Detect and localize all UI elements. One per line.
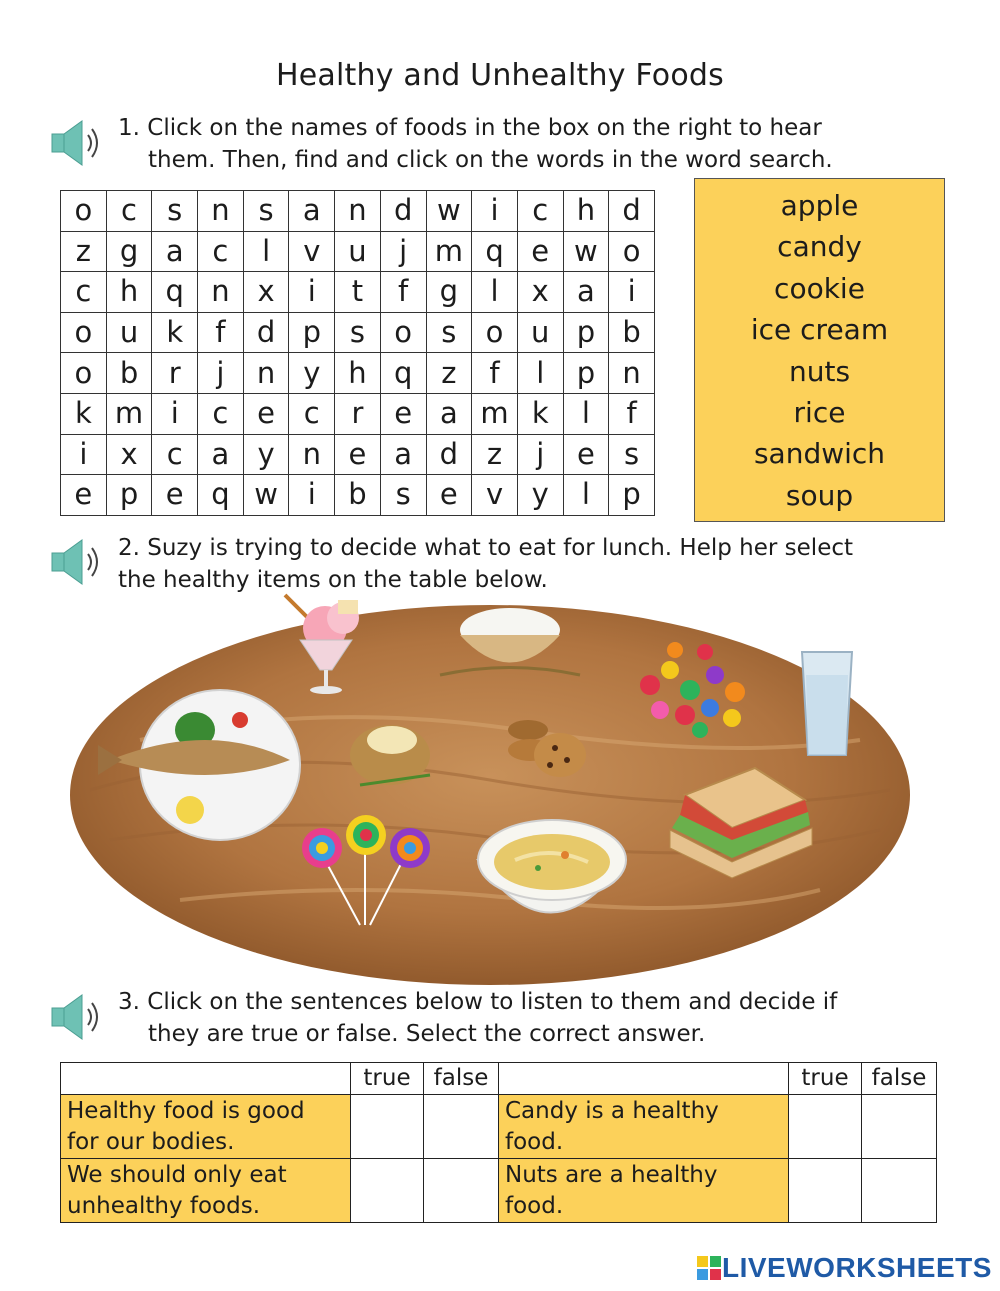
- word-search-cell[interactable]: m: [106, 393, 152, 434]
- instruction-line: them. Then, find and click on the words in the word search.: [148, 147, 833, 173]
- word-list-item[interactable]: nuts: [788, 354, 851, 388]
- word-search-cell[interactable]: h: [563, 191, 609, 232]
- word-search-cell[interactable]: h: [106, 272, 152, 313]
- word-search-cell[interactable]: e: [152, 475, 198, 516]
- word-search-cell[interactable]: n: [198, 272, 244, 313]
- word-search-cell[interactable]: a: [198, 434, 244, 475]
- statement-line: Healthy food is good: [67, 1097, 305, 1124]
- word-search-cell[interactable]: e: [335, 434, 381, 475]
- statement-2[interactable]: [61, 1159, 351, 1223]
- word-search-cell[interactable]: k: [152, 312, 198, 353]
- word-search-cell[interactable]: g: [426, 272, 472, 313]
- true-answer-box[interactable]: [789, 1095, 862, 1159]
- liveworksheets-logo[interactable]: [696, 1252, 992, 1284]
- word-search-cell[interactable]: i: [152, 393, 198, 434]
- word-search-row: [61, 434, 655, 475]
- statement-line: Nuts are a healthy: [505, 1161, 718, 1188]
- page-title: Healthy and Unhealthy Foods: [276, 58, 724, 93]
- word-search-cell[interactable]: c: [61, 272, 107, 313]
- liveworksheets-logo-icon: [696, 1255, 722, 1281]
- word-search-cell[interactable]: t: [335, 272, 381, 313]
- logo-text: LIVEWORKSHEETS: [722, 1252, 992, 1283]
- word-search-cell[interactable]: q: [152, 272, 198, 313]
- word-list-box: [694, 178, 945, 522]
- word-search-cell[interactable]: j: [380, 231, 426, 272]
- word-search-cell[interactable]: w: [426, 191, 472, 232]
- word-search-cell[interactable]: m: [472, 393, 518, 434]
- statement-3[interactable]: [499, 1095, 789, 1159]
- word-search-cell[interactable]: e: [61, 475, 107, 516]
- instruction-line: 1. Click on the names of foods in the box on the right to hear: [118, 115, 822, 141]
- word-search-cell[interactable]: o: [609, 231, 655, 272]
- word-search-cell[interactable]: a: [380, 434, 426, 475]
- word-search-cell[interactable]: z: [61, 231, 107, 272]
- instruction-line: 2. Suzy is trying to decide what to eat for lunch. Help her select: [118, 535, 854, 561]
- word-search-cell[interactable]: d: [609, 191, 655, 232]
- word-search-cell[interactable]: p: [609, 475, 655, 516]
- instruction-line: they are true or false. Select the correct answer.: [148, 1021, 706, 1047]
- word-search-cell[interactable]: s: [609, 434, 655, 475]
- statement-line: Candy is a healthy: [505, 1097, 719, 1124]
- word-search-cell[interactable]: l: [563, 475, 609, 516]
- word-search-row: [61, 353, 655, 394]
- word-search-cell[interactable]: c: [106, 191, 152, 232]
- word-search-cell[interactable]: c: [198, 393, 244, 434]
- word-search-cell[interactable]: q: [380, 353, 426, 394]
- word-search-cell[interactable]: l: [563, 393, 609, 434]
- word-search-cell[interactable]: b: [609, 312, 655, 353]
- word-search-cell[interactable]: z: [472, 434, 518, 475]
- word-search-cell[interactable]: y: [243, 434, 289, 475]
- header-blank: [499, 1063, 789, 1095]
- word-search-cell[interactable]: i: [289, 475, 335, 516]
- word-search-cell[interactable]: p: [563, 312, 609, 353]
- instruction-line: the healthy items on the table below.: [118, 567, 548, 593]
- word-search-cell[interactable]: f: [380, 272, 426, 313]
- word-search-cell[interactable]: c: [517, 191, 563, 232]
- word-search-cell[interactable]: p: [289, 312, 335, 353]
- speaker-icon[interactable]: [48, 118, 106, 168]
- instruction-2: [118, 532, 853, 596]
- word-list-item[interactable]: rice: [793, 396, 846, 430]
- header-true: true: [351, 1063, 424, 1095]
- word-list-item[interactable]: ice cream: [750, 313, 889, 347]
- word-search-cell[interactable]: w: [243, 475, 289, 516]
- word-search-cell[interactable]: c: [198, 231, 244, 272]
- false-answer-box[interactable]: [862, 1159, 937, 1223]
- word-search-cell[interactable]: e: [517, 231, 563, 272]
- word-search-cell[interactable]: s: [335, 312, 381, 353]
- word-search-cell[interactable]: j: [517, 434, 563, 475]
- word-search-cell[interactable]: u: [517, 312, 563, 353]
- word-search-grid: [60, 190, 655, 516]
- word-search-cell[interactable]: o: [61, 191, 107, 232]
- false-answer-box[interactable]: [424, 1095, 499, 1159]
- word-search-cell[interactable]: n: [243, 353, 289, 394]
- statement-line: food.: [505, 1192, 564, 1219]
- word-search-cell[interactable]: l: [472, 272, 518, 313]
- baked-potato[interactable]: [350, 725, 430, 785]
- word-search-cell[interactable]: c: [289, 393, 335, 434]
- word-list-item[interactable]: candy: [777, 230, 862, 264]
- word-search-cell[interactable]: m: [426, 231, 472, 272]
- word-search-cell[interactable]: s: [243, 191, 289, 232]
- statement-line: We should only eat: [67, 1161, 287, 1188]
- statement-line: unhealthy foods.: [67, 1192, 261, 1219]
- word-search-cell[interactable]: y: [517, 475, 563, 516]
- word-search-cell[interactable]: p: [563, 353, 609, 394]
- word-search-cell[interactable]: o: [61, 312, 107, 353]
- word-search-cell[interactable]: u: [106, 312, 152, 353]
- word-search-cell[interactable]: r: [335, 393, 381, 434]
- word-search-cell[interactable]: x: [243, 272, 289, 313]
- header-false: false: [862, 1063, 937, 1095]
- word-search-cell[interactable]: x: [106, 434, 152, 475]
- word-search-cell[interactable]: d: [243, 312, 289, 353]
- word-list-item[interactable]: cookie: [774, 271, 865, 305]
- word-search-cell[interactable]: i: [289, 272, 335, 313]
- water-glass[interactable]: [802, 652, 852, 755]
- word-search-cell[interactable]: p: [106, 475, 152, 516]
- false-answer-box[interactable]: [862, 1095, 937, 1159]
- word-search-cell[interactable]: o: [472, 312, 518, 353]
- word-search-cell[interactable]: v: [289, 231, 335, 272]
- word-list-item[interactable]: soup: [785, 478, 854, 512]
- true-answer-box[interactable]: [351, 1095, 424, 1159]
- word-search-cell[interactable]: a: [426, 393, 472, 434]
- word-search-cell[interactable]: s: [426, 312, 472, 353]
- word-search-cell[interactable]: y: [289, 353, 335, 394]
- word-search-cell[interactable]: k: [517, 393, 563, 434]
- word-search-cell[interactable]: a: [289, 191, 335, 232]
- word-search-cell[interactable]: h: [335, 353, 381, 394]
- word-search-cell[interactable]: a: [152, 231, 198, 272]
- word-search-cell[interactable]: l: [517, 353, 563, 394]
- header-true: true: [789, 1063, 862, 1095]
- lunch-table-scene: [60, 590, 930, 990]
- word-search-cell[interactable]: a: [563, 272, 609, 313]
- true-answer-box[interactable]: [789, 1159, 862, 1223]
- word-search-cell[interactable]: j: [198, 353, 244, 394]
- word-search-cell[interactable]: o: [380, 312, 426, 353]
- instruction-3: [118, 986, 837, 1050]
- word-search-cell[interactable]: c: [152, 434, 198, 475]
- word-search-cell[interactable]: f: [198, 312, 244, 353]
- word-search-row: [61, 231, 655, 272]
- statement-4[interactable]: [499, 1159, 789, 1223]
- true-false-table: [60, 1062, 937, 1223]
- word-search-cell[interactable]: e: [426, 475, 472, 516]
- word-search-cell[interactable]: e: [563, 434, 609, 475]
- word-search-cell[interactable]: d: [426, 434, 472, 475]
- word-search-cell[interactable]: s: [380, 475, 426, 516]
- word-search-cell[interactable]: v: [472, 475, 518, 516]
- word-search-row: [61, 475, 655, 516]
- word-search-cell[interactable]: d: [380, 191, 426, 232]
- word-search-cell[interactable]: u: [335, 231, 381, 272]
- word-search-cell[interactable]: n: [289, 434, 335, 475]
- word-search-cell[interactable]: q: [198, 475, 244, 516]
- word-search-cell[interactable]: z: [426, 353, 472, 394]
- word-search-cell[interactable]: n: [609, 353, 655, 394]
- word-search-cell[interactable]: g: [106, 231, 152, 272]
- word-search-cell[interactable]: i: [472, 191, 518, 232]
- word-search-row: [61, 312, 655, 353]
- word-search-cell[interactable]: w: [563, 231, 609, 272]
- word-search-row: [61, 191, 655, 232]
- word-search-cell[interactable]: i: [61, 434, 107, 475]
- word-search-cell[interactable]: i: [609, 272, 655, 313]
- word-search-cell[interactable]: x: [517, 272, 563, 313]
- word-search-cell[interactable]: q: [472, 231, 518, 272]
- word-list-item[interactable]: sandwich: [753, 437, 886, 471]
- word-search-cell[interactable]: k: [61, 393, 107, 434]
- header-false: false: [424, 1063, 499, 1095]
- word-search-cell[interactable]: s: [152, 191, 198, 232]
- statement-line: food.: [505, 1128, 564, 1155]
- word-search-cell[interactable]: f: [609, 393, 655, 434]
- speaker-icon[interactable]: [48, 537, 106, 587]
- word-search-cell[interactable]: e: [243, 393, 289, 434]
- word-search-cell[interactable]: r: [152, 353, 198, 394]
- word-search-row: [61, 393, 655, 434]
- instruction-1: [118, 112, 833, 176]
- word-search-cell[interactable]: f: [472, 353, 518, 394]
- instruction-line: 3. Click on the sentences below to listen to them and decide if: [118, 989, 838, 1015]
- word-search-row: [61, 272, 655, 313]
- false-answer-box[interactable]: [424, 1159, 499, 1223]
- word-search-cell[interactable]: n: [198, 191, 244, 232]
- speaker-icon[interactable]: [48, 992, 106, 1042]
- true-answer-box[interactable]: [351, 1159, 424, 1223]
- word-search-cell[interactable]: n: [335, 191, 381, 232]
- word-list-item[interactable]: apple: [780, 189, 859, 222]
- statement-line: for our bodies.: [67, 1128, 235, 1155]
- word-search-cell[interactable]: e: [380, 393, 426, 434]
- header-blank: [61, 1063, 351, 1095]
- statement-1[interactable]: [61, 1095, 351, 1159]
- word-search-cell[interactable]: b: [335, 475, 381, 516]
- word-search-cell[interactable]: o: [61, 353, 107, 394]
- word-search-cell[interactable]: b: [106, 353, 152, 394]
- word-search-cell[interactable]: l: [243, 231, 289, 272]
